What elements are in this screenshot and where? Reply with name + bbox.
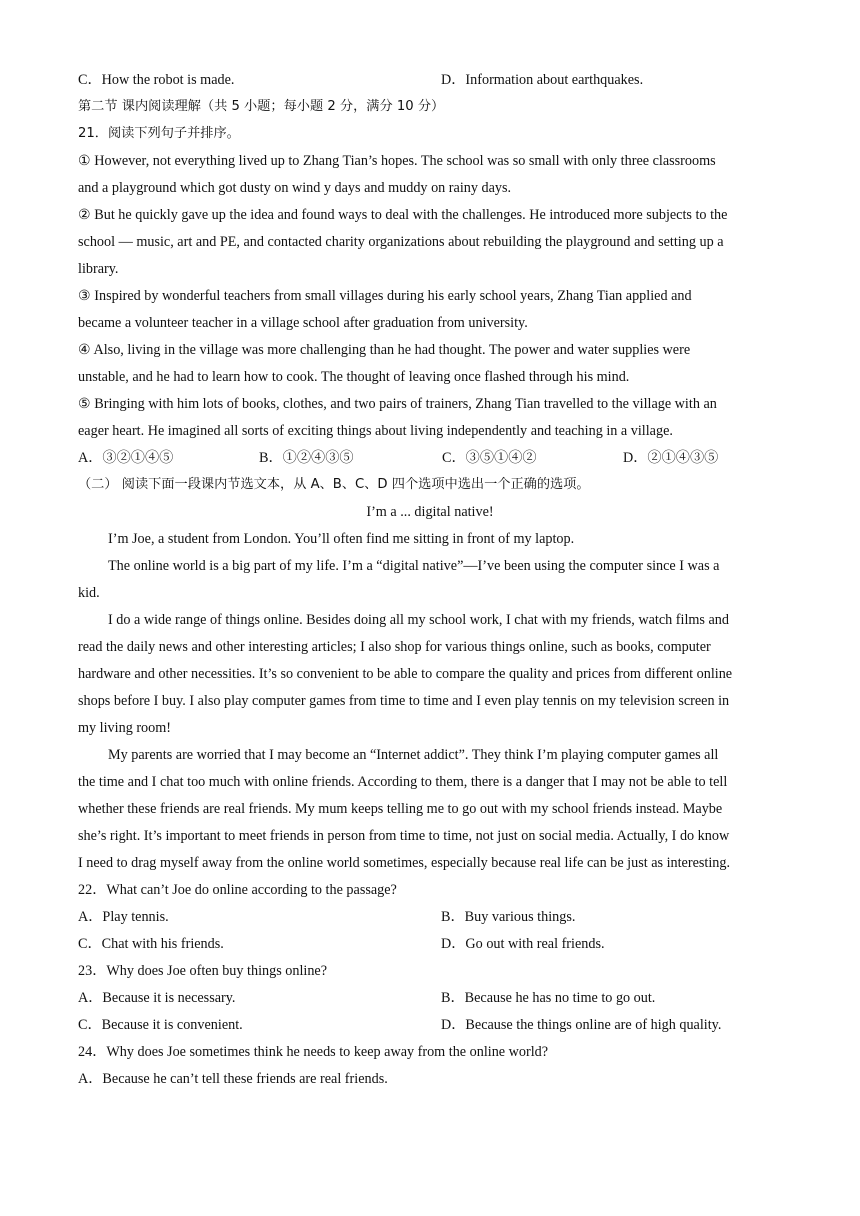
passage-line: The online world is a big part of my life. I’m a “digital native”—I’ve been using the computer since I was a: [108, 558, 720, 574]
q20-options-row: [78, 71, 790, 89]
q23-option-a: A．Because it is necessary.: [78, 990, 236, 1006]
passage-line: whether these friends are real friends. My mum keeps telling me to go out with my school friends instead. Maybe: [78, 801, 723, 817]
q22-option-d: D．Go out with real friends.: [441, 936, 605, 952]
q21-line: unstable, and he had to learn how to cook. The thought of leaving once flashed through his mind.: [78, 369, 630, 385]
passage-line: my living room!: [78, 720, 172, 736]
part-2-intro: （二） 阅读下面一段课内节选文本，从 A、B、C、D 四个选项中选出一个正确的选项。: [78, 477, 590, 492]
q23-options-row: [78, 989, 790, 1007]
q21-option-a: A．③②①④⑤: [78, 450, 174, 466]
passage-line: My parents are worried that I may become an “Internet addict”. They think I’m playing computer games all: [108, 747, 719, 763]
passage-title: I’m a ... digital native!: [366, 504, 494, 520]
passage-line: read the daily news and other interesting articles; I also shop for various things online, such as books, computer: [78, 639, 711, 655]
q23-option-d: D．Because the things online are of high quality.: [441, 1017, 722, 1033]
passage-line: she’s right. It’s important to meet friends in person from time to time, not just on social media. Actually, I do know: [78, 828, 730, 844]
q23-option-c: C．Because it is convenient.: [78, 1017, 243, 1033]
q22-option-b: B．Buy various things.: [441, 909, 576, 925]
q21-stem: 21．阅读下列句子并排序。: [78, 126, 240, 141]
q22-option-c: C．Chat with his friends.: [78, 936, 224, 952]
q22-options-row: [78, 908, 790, 926]
q21-options-row: [78, 449, 790, 467]
q21-option-c: C．③⑤①④②: [442, 450, 537, 466]
passage-line: hardware and other necessities. It’s so convenient to be able to compare the quality and prices from different online: [78, 666, 733, 682]
q21-line: eager heart. He imagined all sorts of exciting things about living independently and teaching in a village.: [78, 423, 673, 439]
q21-option-d: D．②①④③⑤: [623, 450, 719, 466]
passage-line: I’m Joe, a student from London. You’ll often find me sitting in front of my laptop.: [108, 531, 575, 547]
section-2-title: 第二节 课内阅读理解（共 5 小题；每小题 2 分，满分 10 分）: [78, 99, 445, 114]
passage-line: I need to drag myself away from the online world sometimes, especially because real life can be just as interesting.: [78, 855, 731, 871]
q24-option-a: A．Because he can’t tell these friends are real friends.: [78, 1071, 388, 1087]
q22-option-a: A．Play tennis.: [78, 909, 169, 925]
q21-line: became a volunteer teacher in a village school after graduation from university.: [78, 315, 528, 331]
q21-line: and a playground which got dusty on wind y days and muddy on rainy days.: [78, 180, 512, 196]
q20-option-c: C．How the robot is made.: [78, 72, 235, 88]
q23-option-b: B．Because he has no time to go out.: [441, 990, 656, 1006]
q20-option-d: D．Information about earthquakes.: [441, 72, 644, 88]
q21-line: ④ Also, living in the village was more challenging than he had thought. The power and water supplies were: [78, 342, 691, 358]
q21-line: ① However, not everything lived up to Zhang Tian’s hopes. The school was so small with only three classrooms: [78, 153, 716, 169]
q21-option-b: B．①②④③⑤: [259, 450, 354, 466]
q21-line: library.: [78, 261, 119, 277]
q21-line: school — music, art and PE, and contacted charity organizations about rebuilding the playground and setting up a: [78, 234, 724, 250]
passage-line: kid.: [78, 585, 100, 601]
passage-line: the time and I chat too much with online friends. According to them, there is a danger that I may not be able to tell: [78, 774, 728, 790]
q21-line: ② But he quickly gave up the idea and found ways to deal with the challenges. He introduced more subjects to the: [78, 207, 728, 223]
q22-options-row: [78, 935, 790, 953]
q23-options-row: [78, 1016, 790, 1034]
passage-line: shops before I buy. I also play computer games from time to time and I even play tennis on my television screen in: [78, 693, 730, 709]
q22-stem: 22．What can’t Joe do online according to the passage?: [78, 882, 397, 898]
q23-stem: 23．Why does Joe often buy things online?: [78, 963, 328, 979]
q21-line: ③ Inspired by wonderful teachers from small villages during his early school years, Zhang Tian applied and: [78, 288, 692, 304]
q21-line: ⑤ Bringing with him lots of books, clothes, and two pairs of trainers, Zhang Tian travelled to the village with an: [78, 396, 717, 412]
passage-line: I do a wide range of things online. Besides doing all my school work, I chat with my friends, watch films and: [108, 612, 729, 628]
q24-stem: 24．Why does Joe sometimes think he needs to keep away from the online world?: [78, 1044, 549, 1060]
